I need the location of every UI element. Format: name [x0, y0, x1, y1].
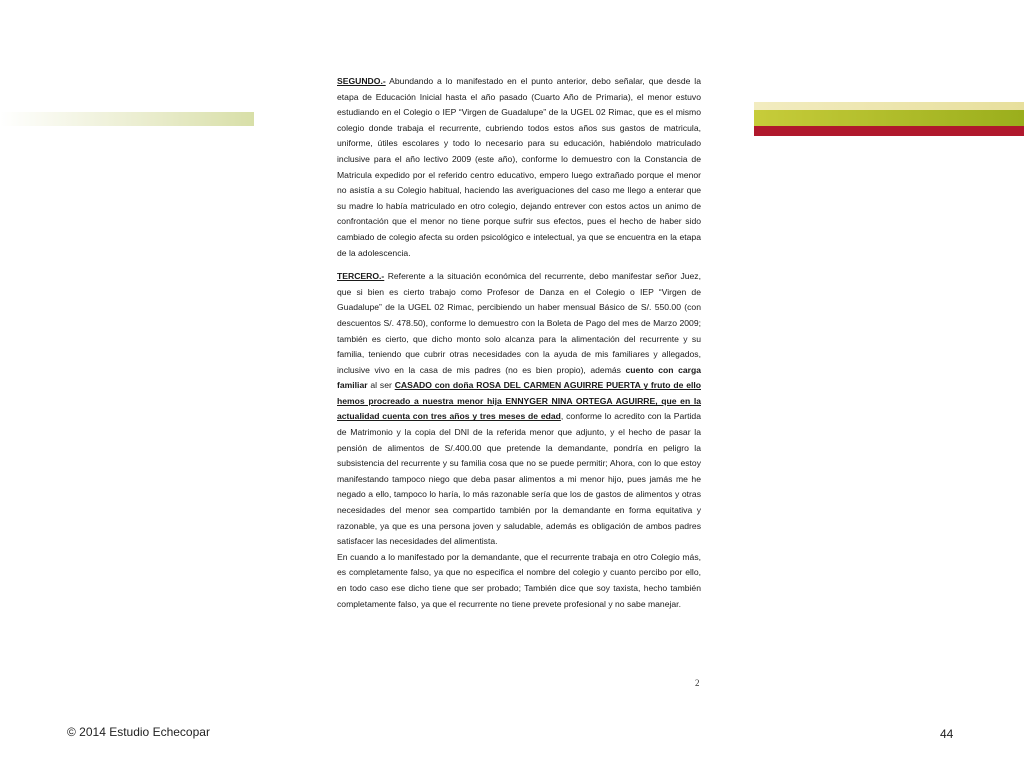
red-stripe	[754, 126, 1024, 136]
decorative-bars-right	[754, 102, 1024, 136]
paragraph-tercero-underlined: CASADO con doña ROSA DEL CARMEN AGUIRRE PUERTA y fruto de ello hemos procreado a nuestra menor hija ENNYGER NINA ORTEGA AGUIRRE, que en la actualidad cuenta con tres años y tres meses de edad	[337, 380, 701, 422]
cream-stripe	[754, 102, 1024, 110]
copyright-footer: © 2014 Estudio Echecopar	[67, 725, 210, 739]
green-stripe	[754, 110, 1024, 126]
paragraph-tercero-text-a: Referente a la situación económica del recurrente, debo manifestar señor Juez, que si bien es cierto trabajo como Profesor de Danza en el Colegio o IEP “Virgen de Guadalupe” de la UGEL 02 Rimac, percibiendo un haber mensual Básico de S/. 550.00 (con descuentos S/. 478.50), conforme lo demuestro con la Boleta de Pago del mes de Marzo 2009; también es cierto, que dicho monto solo alcanza para la alimentación del recurrente y su familia, teniendo que cubrir otras necesidades con la ayuda de mis familiares y allegados, inclusive vivo en la casa de mis padres (no es bien propio), además	[337, 271, 701, 375]
scanned-document	[337, 74, 701, 612]
heading-segundo: SEGUNDO.-	[337, 76, 386, 86]
paragraph-tercero-text-b: al ser	[367, 380, 395, 391]
paragraph-tercero-text-c: , conforme lo acredito con la Partida de Matrimonio y la copia del DNI de la referida menor que adjunto, y el hecho de pasar la pensión de alimentos de S/.400.00 que pretende la demandante, pondría en peligro la subsistencia del recurrente y su familia cosa que no se puede permitir; Ahora, con lo que estoy manifestando tampoco niego que deba pasar alimentos a mi menor hijo, pues jamás me he negado a ello, tampoco lo haría, lo más razonable sería que los de gastos de alimentos y otras necesidades del menor sea compartido también por la demandante en forma equitativa y razonable, ya que es una persona joven y saludable, además es obligación de ambos padres satisfacer las necesidades del alimentista.	[337, 411, 701, 547]
paragraph-tercero	[337, 269, 701, 550]
slide-number: 44	[940, 727, 954, 741]
heading-tercero: TERCERO.-	[337, 271, 385, 282]
paragraph-cuarto-text: En cuando a lo manifestado por la demandante, que el recurrente trabaja en otro Colegio más, es completamente falso, ya que no especifica el nombre del colegio y cuanto percibo por ello, en todo caso ese dicho tiene que ser probado; También dice que soy taxista, hecho también completamente falso, ya que el recurrente no tiene prevete profesional y no sabe manejar.	[337, 551, 701, 609]
paragraph-segundo-text: Abundando a lo manifestado en el punto anterior, debo señalar, que desde la etapa de Educación Inicial hasta el año pasado (Cuarto Año de Primaria), el menor estuvo estudiando en el Colegio o IEP “Virgen de Guadalupe” de la UGEL 02 Rimac, que es el mismo colegio donde trabaja el recurrente, cubriendo todos estos años sus gastos de matricula, uniforme, útiles escolares y todo lo necesario para su educación, habiéndolo matriculado inclusive para el año lectivo 2009 (este año), conforme lo demuestro con la Constancia de Matricula expedido por el referido centro educativo, empero luego extrañado porque el menor no asistía a su Colegio habitual, haciendo las averiguaciones del caso me llego a enterar que su madre lo había matriculado en otro colegio, dejando entrever con estos actos un animo de confrontación que el menor no tiene porque sufrir sus efectos, pues el hecho de haber sido cambiado de colegio afecta su orden psicológico e intelectual, ya que se encuentra en la etapa de la adolescencia.	[337, 76, 701, 258]
document-page-number: 2	[695, 678, 700, 688]
paragraph-segundo	[337, 74, 701, 261]
paragraph-tercero-bold: cuento con carga familiar	[337, 364, 702, 391]
decorative-bar-left	[0, 112, 254, 126]
paragraph-cuarto	[337, 550, 701, 612]
